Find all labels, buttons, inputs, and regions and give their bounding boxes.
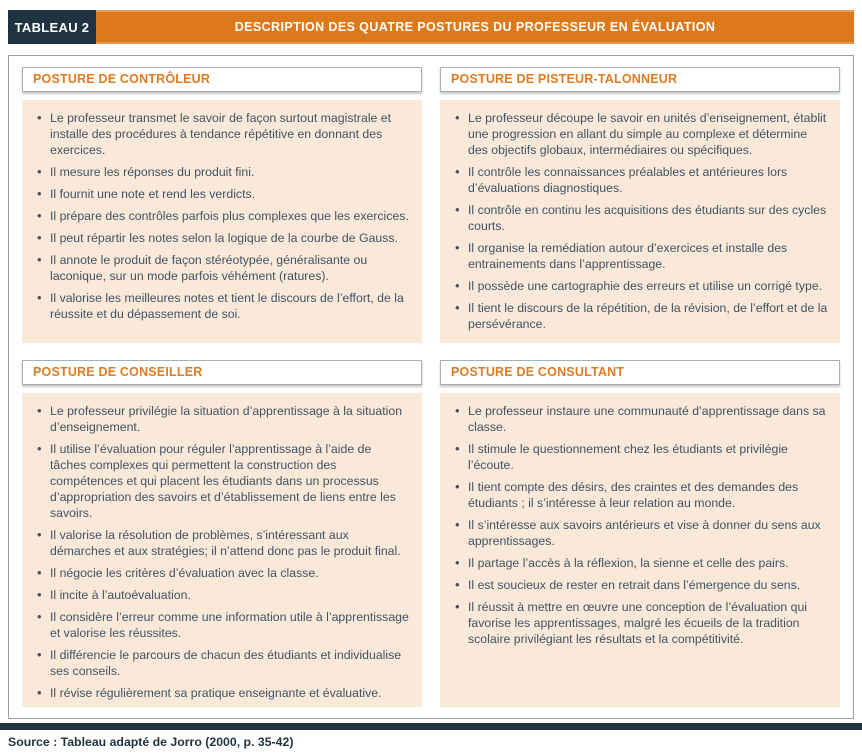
list-item: • Le professeur instaure une communauté d’apprentissage dans sa classe. (450, 404, 828, 436)
section-title: POSTURE DE CONSULTANT (440, 360, 840, 385)
table-number-tab: TABLEAU 2 (8, 10, 96, 44)
table-header (8, 10, 854, 44)
bullet-list (450, 404, 828, 648)
bullet-list (32, 111, 410, 323)
list-item: • Il utilise l’évaluation pour réguler l’apprentissage à l’aide de tâches complexes qui permettent la construction des compétences et qui placent les étudiants dans un processus d’appropriation des savoirs et d’établissement de liens entre les savoirs. (32, 442, 410, 522)
list-item: • Il stimule le questionnement chez les étudiants et privilégie l’écoute. (450, 442, 828, 474)
quadrant-grid (22, 67, 840, 707)
section-content (22, 100, 422, 343)
list-item: • Le professeur privilégie la situation d’apprentissage à la situation d’enseignement. (32, 404, 410, 436)
section-content (22, 393, 422, 707)
table-title: DESCRIPTION DES QUATRE POSTURES DU PROFESSEUR EN ÉVALUATION (96, 10, 854, 44)
list-item: • Il partage l’accès à la réflexion, la sienne et celle des pairs. (450, 556, 828, 572)
list-item: • Il tient compte des désirs, des craintes et des demandes des étudiants ; il s’intéresse à leur relation au monde. (450, 480, 828, 512)
list-item: • Il contrôle les connaissances préalables et antérieures lors d’évaluations diagnostiques. (450, 165, 828, 197)
list-item: • Il est soucieux de rester en retrait dans l’émergence du sens. (450, 578, 828, 594)
source-note: Source : Tableau adapté de Jorro (2000, p. 35-42) (8, 735, 294, 749)
section-pisteur-talonneur (440, 67, 840, 343)
list-item: • Il mesure les réponses du produit fini. (32, 165, 410, 181)
list-item: • Il négocie les critères d’évaluation avec la classe. (32, 566, 410, 582)
list-item: • Il organise la remédiation autour d’exercices et installe des entrainements dans l’apprentissage. (450, 241, 828, 273)
list-item: • Il révise régulièrement sa pratique enseignante et évaluative. (32, 686, 410, 702)
list-item: • Il prépare des contrôles parfois plus complexes que les exercices. (32, 209, 410, 225)
bullet-list (32, 404, 410, 702)
list-item: • Il peut répartir les notes selon la logique de la courbe de Gauss. (32, 231, 410, 247)
section-title: POSTURE DE CONTRÔLEUR (22, 67, 422, 92)
list-item: • Il valorise les meilleures notes et tient le discours de l’effort, de la réussite et du dépassement de soi. (32, 291, 410, 323)
section-title: POSTURE DE PISTEUR-TALONNEUR (440, 67, 840, 92)
list-item: • Il annote le produit de façon stéréotypée, généralisante ou laconique, sur un mode parfois véhément (ratures). (32, 253, 410, 285)
list-item: • Il contrôle en continu les acquisitions des étudiants sur des cycles courts. (450, 203, 828, 235)
list-item: • Il tient le discours de la répétition, de la révision, de l’effort et de la persévérance. (450, 301, 828, 333)
list-item: • Il possède une cartographie des erreurs et utilise un corrigé type. (450, 279, 828, 295)
section-content (440, 100, 840, 343)
footer-divider-bar (0, 723, 862, 730)
list-item: • Le professeur découpe le savoir en unités d’enseignement, établit une progression en allant du simple au complexe et détermine des objectifs globaux, intermédiaires ou spécifiques. (450, 111, 828, 159)
section-conseiller (22, 360, 422, 707)
list-item: • Il s’intéresse aux savoirs antérieurs et vise à donner du sens aux apprentissages. (450, 518, 828, 550)
section-title: POSTURE DE CONSEILLER (22, 360, 422, 385)
table-body-panel (8, 55, 854, 719)
section-consultant (440, 360, 840, 707)
list-item: • Il considère l’erreur comme une information utile à l’apprentissage et valorise les réussites. (32, 610, 410, 642)
list-item: • Il différencie le parcours de chacun des étudiants et individualise ses conseils. (32, 648, 410, 680)
list-item: • Il valorise la résolution de problèmes, s’intéressant aux démarches et aux stratégies; il n’attend donc pas le produit final. (32, 528, 410, 560)
section-controleur (22, 67, 422, 343)
list-item: • Il réussit à mettre en œuvre une conception de l’évaluation qui favorise les apprentissages, malgré les écueils de la tradition scolaire privilégiant les résultats et la compétitivité. (450, 600, 828, 648)
list-item: • Il incite à l’autoévaluation. (32, 588, 410, 604)
list-item: • Il fournit une note et rend les verdicts. (32, 187, 410, 203)
section-content (440, 393, 840, 707)
list-item: • Le professeur transmet le savoir de façon surtout magistrale et installe des procédures à tendance répétitive en donnant des exercices. (32, 111, 410, 159)
bullet-list (450, 111, 828, 333)
